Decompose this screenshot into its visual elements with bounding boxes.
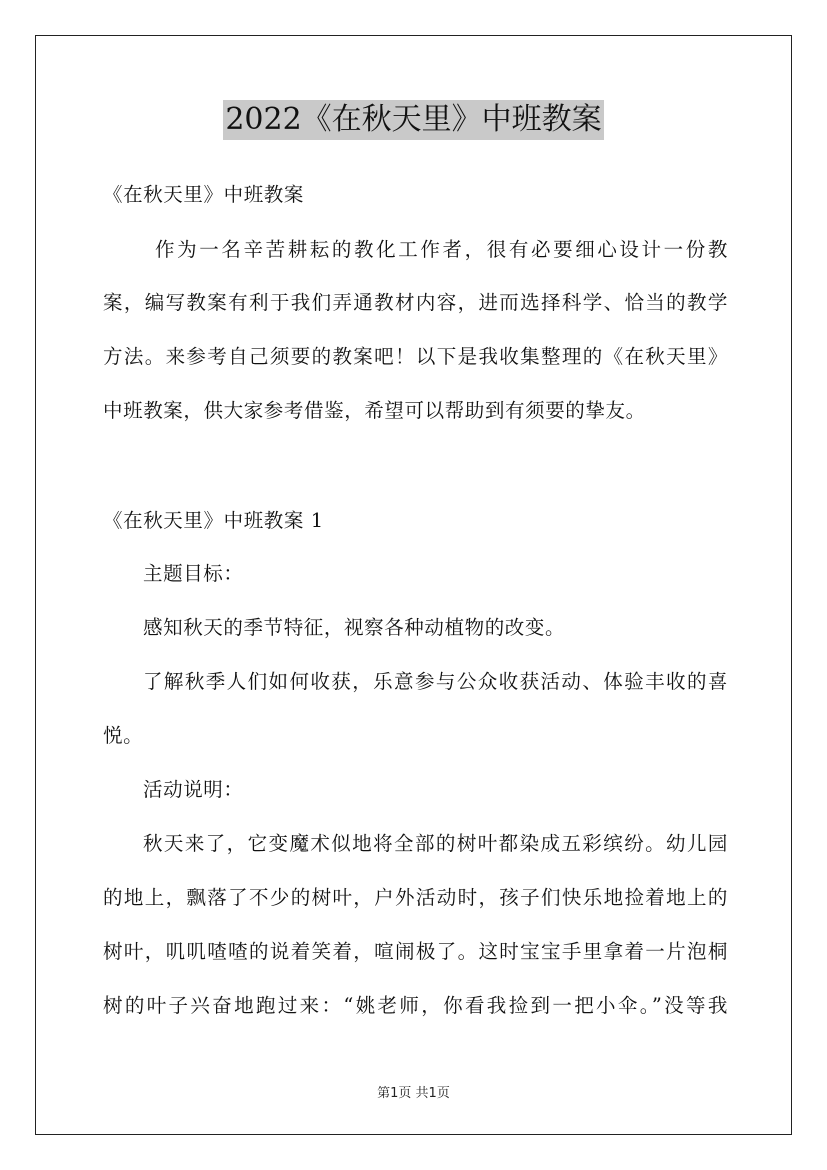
subtitle: 《在秋天里》中班教案 — [103, 183, 305, 206]
activity-line-1: 秋天来了，它变魔术似地将全部的树叶都染成五彩缤纷。幼儿园 — [143, 832, 728, 855]
document-title-wrap — [0, 100, 827, 140]
document-title: 2022《在秋天里》中班教案 — [223, 100, 603, 140]
intro-line-4: 中班教案，供大家参考借鉴，希望可以帮助到有须要的挚友。 — [103, 399, 646, 422]
section-heading: 《在秋天里》中班教案 1 — [103, 509, 324, 532]
goal-2-line-2: 悦。 — [103, 724, 144, 747]
intro-line-3: 方法。来参考自己须要的教案吧！以下是我收集整理的《在秋天里》 — [103, 345, 728, 368]
goal-label: 主题目标： — [143, 562, 244, 585]
goal-1: 感知秋天的季节特征，视察各种动植物的改变。 — [143, 616, 566, 639]
activity-line-2: 的地上，飘落了不少的树叶，户外活动时，孩子们快乐地捡着地上的 — [103, 886, 728, 909]
goal-2-line-1: 了解秋季人们如何收获，乐意参与公众收获活动、体验丰收的喜 — [143, 670, 728, 693]
intro-line-2: 案，编写教案有利于我们弄通教材内容，进而选择科学、恰当的教学 — [103, 291, 728, 314]
activity-label: 活动说明： — [143, 778, 244, 801]
intro-line-1: 作为一名辛苦耕耘的教化工作者，很有必要细心设计一份教 — [155, 238, 728, 261]
activity-line-3: 树叶，叽叽喳喳的说着笑着，喧闹极了。这时宝宝手里拿着一片泡桐 — [103, 940, 728, 963]
page-footer: 第1页 共1页 — [377, 1086, 450, 1101]
activity-line-4: 树的叶子兴奋地跑过来：“姚老师，你看我捡到一把小伞。”没等我 — [103, 994, 728, 1017]
